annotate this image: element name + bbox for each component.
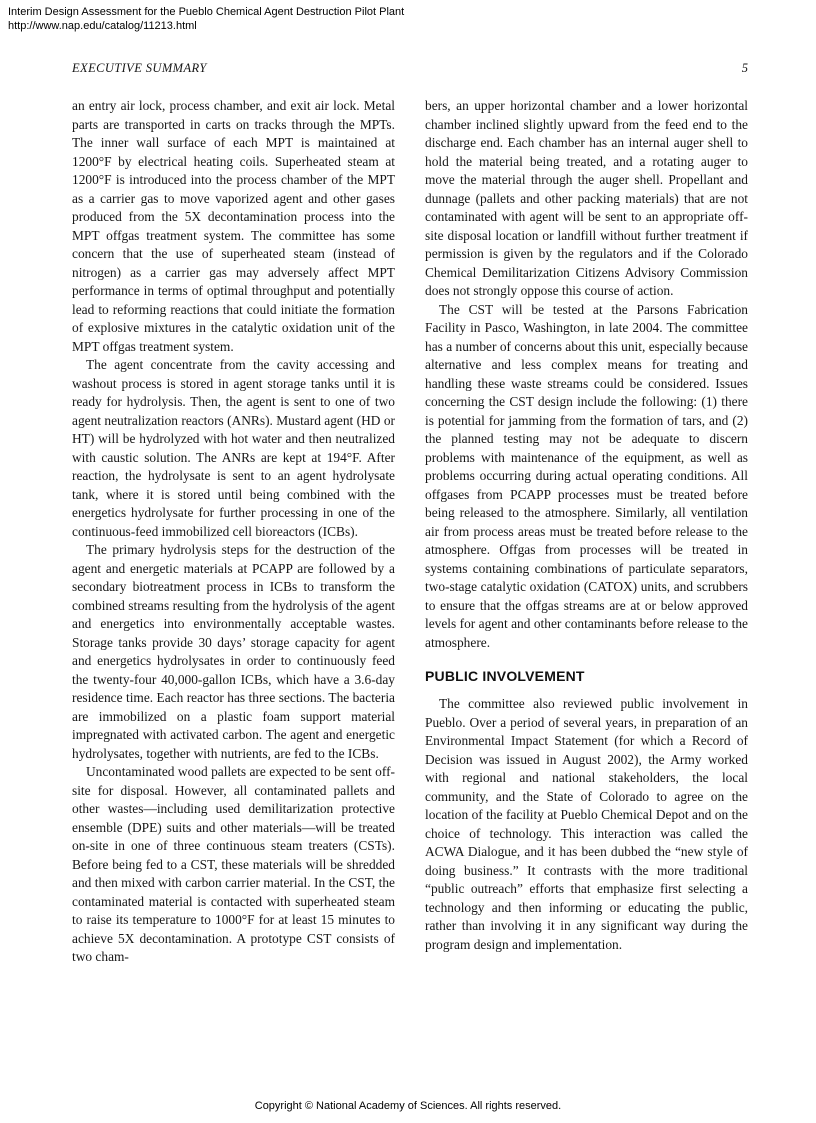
- source-header: [8, 6, 404, 33]
- paragraph: an entry air lock, process chamber, and exit air lock. Metal parts are transported in carts on tracks through the MPTs. The inner wall surface of each MPT is maintained at 1200°F by electrical heating coils. Superheated steam at 1200°F is introduced into the process chamber of the MPT as a carrier gas to move vaporized agent and other gases produced from the 5X decontamination process into the MPT offgas treatment system. The committee has some concern that the use of superheated steam (instead of nitrogen) as a carrier gas may adversely affect MPT performance in terms of optimal throughput and potentially lead to reforming reactions that could initiate the formation of explosive mixtures in the catalytic oxidation unit of the MPT offgas treatment system.: [72, 98, 395, 354]
- right-column: [425, 97, 748, 967]
- left-column: [72, 97, 395, 967]
- paragraph: The committee also reviewed public involvement in Pueblo. Over a period of several years, in preparation of an Environmental Impact Statement (for which a Record of Decision was issued in August 2002), the Army worked with regional and national stakeholders, the local community, and the State of Colorado to agree on the location of the facility at Pueblo Chemical Depot and on the choice of technology. This interaction was called the ACWA Dialogue, and it has been dubbed the “new style of doing business.” It contrasts with the more traditional “public outreach” efforts that emphasize first selecting a technology and then informing or educating the public, rather than involving it in any significant way during the program design and implementation.: [425, 696, 748, 952]
- paragraph: bers, an upper horizontal chamber and a lower horizontal chamber inclined slightly upward from the feed end to the discharge end. Each chamber has an internal auger shell to hold the material being treated, and a rotating auger to move the material through the auger shell. Propellant and dunnage (pallets and other packing materials) that are not contaminated with agent will be sent to an appropriate off-site disposal location or landfill without further treatment if permission is given by the regulators and if the Colorado Chemical Demilitarization Citizens Advisory Commission does not strongly oppose this course of action.: [425, 98, 748, 298]
- paragraph: The agent concentrate from the cavity accessing and washout process is stored in agent storage tanks until it is ready for hydrolysis. Then, the agent is sent to one of two agent neutralization reactors (ANRs). Mustard agent (HD or HT) will be hydrolyzed with hot water and then neutralized with caustic solution. The ANRs are kept at 194°F. After reaction, the hydrolysate is sent to an agent hydrolysate tank, where it is stored until being combined with the energetics hydrolysate for further processing in one of the continuous-feed immobilized cell bioreactors (ICBs).: [72, 357, 395, 539]
- section-heading: PUBLIC INVOLVEMENT: [425, 668, 585, 684]
- page-number: 5: [741, 61, 748, 75]
- running-head-section: EXECUTIVE SUMMARY: [72, 61, 207, 75]
- source-url: http://www.nap.edu/catalog/11213.html: [8, 19, 197, 32]
- running-head: [72, 61, 748, 76]
- paragraph: The primary hydrolysis steps for the destruction of the agent and energetic materials at PCAPP are followed by a secondary biotreatment process in ICBs to transform the combined streams resulting from the hydrolysis of the agent and energetics into environmentally acceptable wastes. Storage tanks provide 30 days’ storage capacity for agent and energetics hydrolysates in order to continuously feed the twenty-four 40,000-gallon ICBs, which have a 3.6-day residence time. Each reactor has three sections. The bacteria are immobilized on a plastic foam support material impregnated with activated carbon. The agent and energetic hydrolysates, together with nutrients, are fed to the ICBs.: [72, 542, 395, 761]
- paragraph: The CST will be tested at the Parsons Fabrication Facility in Pasco, Washington, in late 2004. The committee has a number of concerns about this unit, especially because alternative and less complex means for treating and handling these waste streams could be considered. Issues concerning the CST design include the following: (1) there is potential for jamming from the formation of tars, and (2) the planned testing may not be adequate to discern problems with maintenance of the equipment, as well as problems occurring during actual operating conditions. All offgases from PCAPP processes must be treated before being released to the atmosphere. Similarly, all ventilation air from process areas must be treated before release to the atmosphere. Offgas from processes will be treated in systems containing combinations of particulate separators, two-stage catalytic oxidation (CATOX) units, and scrubbers to ensure that the offgas streams are at or below approved levels for agent and other contaminants before release to the atmosphere.: [425, 301, 748, 650]
- paragraph: Uncontaminated wood pallets are expected to be sent off-site for disposal. However, all contaminated pallets and other wastes—including used demilitarization protective ensemble (DPE) suits and other materials—will be treated on-site in one of three continuous steam treaters (CSTs). Before being fed to a CST, these materials will be shredded and then mixed with carbon carrier material. In the CST, the contaminated material is contacted with superheated steam to raise its temperature to 1000°F for at least 15 minutes to achieve 5X decontamination. A prototype CST consists of two cham-: [72, 764, 395, 964]
- copyright-footer: Copyright © National Academy of Sciences. All rights reserved.: [254, 1100, 562, 1112]
- source-title: Interim Design Assessment for the Pueblo Chemical Agent Destruction Pilot Plant: [8, 6, 405, 18]
- two-column-body: [72, 97, 748, 967]
